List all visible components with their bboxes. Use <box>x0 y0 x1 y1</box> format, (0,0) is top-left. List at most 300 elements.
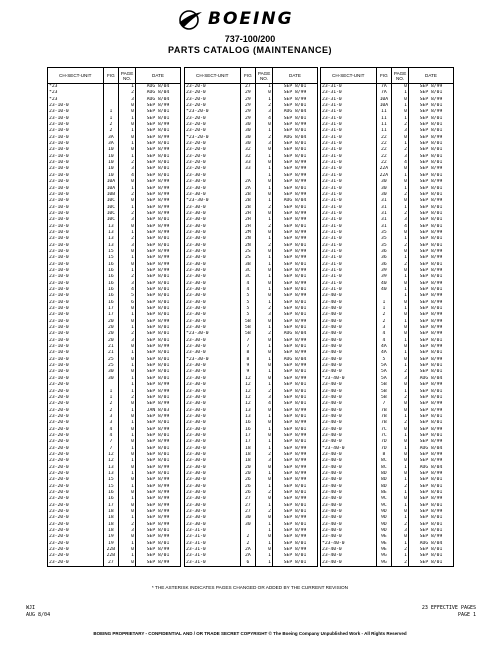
cell-date: SEP 8/01 <box>272 344 317 350</box>
cell-page-no: 0 <box>256 465 273 471</box>
cell-fig: 2N <box>240 243 256 249</box>
cell-ch-sect-unit: 23-30-0 <box>185 389 241 395</box>
cell-fig: 40 <box>376 281 392 287</box>
cell-ch-sect-unit: 23-30-0 <box>185 306 241 312</box>
cell-date: SEP 8/99 <box>408 135 453 141</box>
cell-ch-sect-unit: 23-30-0 <box>185 490 241 496</box>
cell-page-no: 0 <box>392 300 409 306</box>
cell-ch-sect-unit: 23-20-0 <box>185 147 241 153</box>
cell-ch-sect-unit: 23-30-0 <box>185 395 241 401</box>
cell-date: SEP 8/01 <box>135 369 180 375</box>
cell-page-no: 1 <box>256 503 273 509</box>
cell-ch-sect-unit: 23-30-0 <box>185 186 241 192</box>
cell-page-no: 1 <box>392 541 409 547</box>
cell-fig: 3 <box>376 325 392 331</box>
cell-page-no: 1 <box>392 350 409 356</box>
cell-date: SEP 8/99 <box>135 147 180 153</box>
cell-fig: 1 <box>376 306 392 312</box>
cell-fig: 15 <box>103 484 119 490</box>
cell-fig: 16 <box>240 427 256 433</box>
cell-fig: 32 <box>240 154 256 160</box>
cell-page-no: 1 <box>392 205 409 211</box>
cell-page-no: 0 <box>256 122 273 128</box>
cell-date: SEP 8/01 <box>408 515 453 521</box>
cell-fig: 2 <box>103 401 119 407</box>
cell-date: SEP 8/01 <box>408 528 453 534</box>
cell-ch-sect-unit: 23-31-0 <box>185 553 241 559</box>
cell-fig: 11 <box>376 116 392 122</box>
cell-date: SEP 8/01 <box>408 306 453 312</box>
cell-fig: 22B <box>103 553 119 559</box>
cell-fig: 22 <box>376 141 392 147</box>
cell-page-no: 1 <box>256 414 273 420</box>
cell-page-no: 0 <box>256 249 273 255</box>
cell-fig: 36 <box>376 262 392 268</box>
cell-date: SEP 8/01 <box>135 116 180 122</box>
cell-ch-sect-unit: 23-40-0 <box>321 503 377 509</box>
cell-ch-sect-unit: 23-10-0 <box>48 243 104 249</box>
cell-date: SEP 8/99 <box>408 357 453 363</box>
cell-date: SEP 8/99 <box>272 420 317 426</box>
cell-ch-sect-unit: 23-40-0 <box>321 357 377 363</box>
cell-date: AUG 8/04 <box>272 135 317 141</box>
cell-fig: 8C <box>376 458 392 464</box>
cell-page-no: 0 <box>119 490 136 496</box>
cell-fig: 8 <box>376 452 392 458</box>
cell-page-no: 0 <box>119 122 136 128</box>
cell-page-no: 2 <box>256 135 273 141</box>
cell-date: AUG 8/04 <box>272 198 317 204</box>
cell-page-no: 0 <box>392 401 409 407</box>
cell-ch-sect-unit: 23-10-0 <box>48 293 104 299</box>
cell-date: SEP 8/99 <box>135 490 180 496</box>
cell-ch-sect-unit: 23-30-0 <box>185 408 241 414</box>
cell-ch-sect-unit: 23-40-0 <box>321 401 377 407</box>
cell-ch-sect-unit: 23-10-0 <box>48 255 104 261</box>
cell-ch-sect-unit: 23-10-0 <box>48 344 104 350</box>
cell-ch-sect-unit: 23-30-0 <box>185 503 241 509</box>
cell-page-no: 2 <box>392 420 409 426</box>
cell-date: SEP 8/99 <box>272 528 317 534</box>
cell-page-no: 2 <box>256 205 273 211</box>
cell-fig: 3A <box>103 135 119 141</box>
cell-page-no: 1 <box>119 553 136 559</box>
cell-ch-sect-unit: 23-40-0 <box>321 528 377 534</box>
cell-page-no: 1 <box>119 350 136 356</box>
cell-date: SEP 8/01 <box>272 147 317 153</box>
cell-date: SEP 8/01 <box>272 274 317 280</box>
cell-date: SEP 8/99 <box>135 509 180 515</box>
cell-date: SEP 8/01 <box>408 122 453 128</box>
cell-page-no: 1 <box>119 471 136 477</box>
cell-page-no: 1 <box>119 186 136 192</box>
cell-fig: 13 <box>103 465 119 471</box>
cell-ch-sect-unit: 23-31-0 <box>321 173 377 179</box>
cell-date: SEP 8/99 <box>135 465 180 471</box>
cell-date: SEP 8/99 <box>135 401 180 407</box>
cell-page-no: 0 <box>256 147 273 153</box>
cell-ch-sect-unit: 23-10-0 <box>48 300 104 306</box>
cell-fig: 9D <box>376 509 392 515</box>
cell-fig: 16 <box>103 281 119 287</box>
cell-page-no: 0 <box>119 414 136 420</box>
cell-page-no: 2 <box>119 274 136 280</box>
cell-date: SEP 8/99 <box>135 103 180 109</box>
footer-left <box>26 605 50 619</box>
cell-ch-sect-unit: 23-20-0 <box>48 534 104 540</box>
cell-date: SEP 8/99 <box>135 439 180 445</box>
cell-ch-sect-unit: 23-40-0 <box>321 363 377 369</box>
cell-ch-sect-unit: 23-40-0 <box>321 484 377 490</box>
cell-ch-sect-unit: 23-40-0 <box>321 471 377 477</box>
cell-date: SEP 8/01 <box>272 490 317 496</box>
cell-ch-sect-unit: 23-40-0 <box>321 319 377 325</box>
cell-fig: 15 <box>103 477 119 483</box>
cell-fig: 4 <box>376 338 392 344</box>
cell-ch-sect-unit: 23-31-0 <box>321 135 377 141</box>
cell-ch-sect-unit: 23-30-0 <box>185 236 241 242</box>
cell-fig: 22 <box>376 160 392 166</box>
cell-fig: 25 <box>103 357 119 363</box>
cell-ch-sect-unit: 23-20-0 <box>48 471 104 477</box>
cell-fig: 4A <box>376 344 392 350</box>
cell-ch-sect-unit: 23-30-0 <box>185 414 241 420</box>
cell-page-no: 0 <box>119 224 136 230</box>
table-row <box>185 560 318 567</box>
cell-page-no: 0 <box>256 192 273 198</box>
cell-date: SEP 8/01 <box>408 173 453 179</box>
cell-fig: 2H <box>240 224 256 230</box>
cell-ch-sect-unit: 23-10-0 <box>48 236 104 242</box>
cell-date: SEP 8/99 <box>408 109 453 115</box>
cell-ch-sect-unit: 23-31-0 <box>321 281 377 287</box>
cell-ch-sect-unit: 23-40-0 <box>321 312 377 318</box>
cell-ch-sect-unit: 23-10-0 <box>48 186 104 192</box>
cell-fig: 27 <box>240 84 256 91</box>
cell-page-no: 1 <box>392 490 409 496</box>
cell-ch-sect-unit: 23-30-0 <box>185 173 241 179</box>
cell-ch-sect-unit: 23-40-0 <box>321 420 377 426</box>
cell-ch-sect-unit: 23-20-0 <box>48 414 104 420</box>
cell-date: SEP 8/99 <box>272 408 317 414</box>
cell-date: SEP 8/99 <box>135 382 180 388</box>
cell-fig: 13 <box>103 471 119 477</box>
cell-date: SEP 8/01 <box>135 287 180 293</box>
cell-fig: 4 <box>240 281 256 287</box>
cell-page-no: 1 <box>392 274 409 280</box>
cell-fig: 20 <box>240 471 256 477</box>
cell-fig: 5B <box>240 319 256 325</box>
cell-fig: 27 <box>240 503 256 509</box>
cell-ch-sect-unit: 23-40-0 <box>321 427 377 433</box>
table-row <box>48 84 181 91</box>
cell-page-no: 1 <box>392 287 409 293</box>
cell-ch-sect-unit: 23-30-0 <box>185 471 241 477</box>
cell-date: SEP 8/01 <box>135 376 180 382</box>
cell-ch-sect-unit: 23-20-0 <box>48 458 104 464</box>
cell-ch-sect-unit: 23-40-0 <box>321 338 377 344</box>
cell-fig: 9G <box>376 560 392 567</box>
cell-fig: 10C <box>103 217 119 223</box>
cell-date: SEP 8/99 <box>408 458 453 464</box>
cell-fig: 8 <box>240 357 256 363</box>
col-header-ch-sect-unit: CH-SECT-UNIT <box>321 68 377 84</box>
cell-page-no: 1 <box>392 433 409 439</box>
cell-fig: 20 <box>103 331 119 337</box>
cell-fig: 7D <box>376 446 392 452</box>
cell-fig: 9 <box>240 369 256 375</box>
cell-page-no: 0 <box>392 471 409 477</box>
cell-page-no: 1 <box>392 186 409 192</box>
cell-date: SEP 8/99 <box>272 515 317 521</box>
cell-page-no: 3 <box>119 217 136 223</box>
cell-date: SEP 8/99 <box>272 350 317 356</box>
cell-fig: 11 <box>376 122 392 128</box>
cell-date: SEP 8/99 <box>408 97 453 103</box>
cell-page-no: 1 <box>392 141 409 147</box>
cell-date: SEP 8/01 <box>135 458 180 464</box>
cell-ch-sect-unit: 23-30-0 <box>185 262 241 268</box>
cell-date: SEP 8/99 <box>408 408 453 414</box>
cell-date: SEP 8/01 <box>408 560 453 567</box>
cell-ch-sect-unit: 23-30-0 <box>185 446 241 452</box>
cell-ch-sect-unit: 23-20-0 <box>48 553 104 559</box>
cell-page-no: 0 <box>119 103 136 109</box>
cell-date: SEP 8/99 <box>272 173 317 179</box>
cell-ch-sect-unit: 23-31-0 <box>321 224 377 230</box>
cell-page-no: 3 <box>256 312 273 318</box>
cell-ch-sect-unit: 23-10-0 <box>48 274 104 280</box>
cell-fig: 10C <box>103 198 119 204</box>
cell-page-no: 3 <box>119 97 136 103</box>
cell-ch-sect-unit: 23-31-0 <box>321 249 377 255</box>
cell-page-no: 1 <box>256 369 273 375</box>
cell-page-no: 0 <box>392 135 409 141</box>
cell-ch-sect-unit: 23-31-0 <box>321 236 377 242</box>
cell-fig: 12 <box>103 452 119 458</box>
cell-fig: 10 <box>103 160 119 166</box>
cell-page-no: 1 <box>119 446 136 452</box>
cell-date: SEP 8/01 <box>135 281 180 287</box>
cell-ch-sect-unit: 23-20-0 <box>48 427 104 433</box>
cell-date: SEP 8/99 <box>135 389 180 395</box>
cell-fig: 25 <box>103 363 119 369</box>
cell-ch-sect-unit: 23-40-0 <box>321 496 377 502</box>
cell-date: AUG 8/04 <box>135 90 180 96</box>
cell-fig: 9E <box>376 541 392 547</box>
cell-date: SEP 8/01 <box>408 116 453 122</box>
cell-ch-sect-unit: 23-20-0 <box>185 160 241 166</box>
cell-date: SEP 8/01 <box>408 103 453 109</box>
cell-fig: 39 <box>376 268 392 274</box>
cell-date: SEP 8/99 <box>408 255 453 261</box>
cell-page-no: 2 <box>392 395 409 401</box>
cell-page-no: 0 <box>392 427 409 433</box>
cell-page-no: 0 <box>256 534 273 540</box>
cell-ch-sect-unit: 23-20-0 <box>48 389 104 395</box>
cell-page-no: 1 <box>392 255 409 261</box>
cell-date: SEP 8/99 <box>272 249 317 255</box>
cell-date: SEP 8/01 <box>272 186 317 192</box>
cell-page-no: 0 <box>392 452 409 458</box>
cell-fig: 17 <box>103 312 119 318</box>
cell-ch-sect-unit: 23-40-0 <box>321 477 377 483</box>
cell-fig: 20 <box>103 338 119 344</box>
cell-fig: 30 <box>376 186 392 192</box>
cell-ch-sect-unit: 23-20-0 <box>185 166 241 172</box>
cell-date: SEP 8/99 <box>135 179 180 185</box>
cell-page-no: 3 <box>392 154 409 160</box>
cell-ch-sect-unit: 23-10-0 <box>48 249 104 255</box>
cell-fig: 19 <box>103 534 119 540</box>
cell-date: SEP 8/01 <box>408 477 453 483</box>
cell-date: SEP 8/99 <box>135 344 180 350</box>
cell-ch-sect-unit: 23-10-0 <box>48 128 104 134</box>
cell-ch-sect-unit: 23-40-0 <box>321 344 377 350</box>
cell-fig: 5B <box>376 395 392 401</box>
cell-date: SEP 8/99 <box>135 522 180 528</box>
cell-fig: 7B <box>376 414 392 420</box>
cell-fig: 2 <box>103 122 119 128</box>
cell-date: SEP 8/99 <box>272 97 317 103</box>
cell-date: SEP 8/01 <box>408 363 453 369</box>
cell-page-no: 1 <box>392 414 409 420</box>
cell-ch-sect-unit: 23-10-0 <box>48 122 104 128</box>
cell-page-no: 0 <box>256 230 273 236</box>
cell-page-no: 1 <box>256 262 273 268</box>
cell-ch-sect-unit: 23-20-0 <box>185 90 241 96</box>
cell-page-no: 3 <box>119 528 136 534</box>
cell-ch-sect-unit: *23-20-0 <box>185 109 241 115</box>
cell-ch-sect-unit: 23-10-0 <box>48 376 104 382</box>
cell-date: SEP 8/99 <box>135 560 180 567</box>
cell-page-no: 0 <box>119 369 136 375</box>
cell-fig: 5B <box>376 382 392 388</box>
cell-fig: 2A <box>240 553 256 559</box>
cell-page-no: 0 <box>119 465 136 471</box>
cell-fig: 5 <box>376 357 392 363</box>
cell-date: AUG 8/04 <box>272 357 317 363</box>
cell-ch-sect-unit: 23-30-0 <box>185 217 241 223</box>
cell-date: SEP 8/01 <box>272 312 317 318</box>
cell-date: JAN 8/03 <box>135 408 180 414</box>
cell-page-no: 0 <box>392 179 409 185</box>
cell-fig: 6 <box>240 560 256 567</box>
cell-ch-sect-unit: *23-30-0 <box>185 357 241 363</box>
cell-ch-sect-unit: 23-31-0 <box>321 192 377 198</box>
cell-ch-sect-unit: 23-20-0 <box>185 141 241 147</box>
cell-page-no: 2 <box>392 192 409 198</box>
cell-date: SEP 8/01 <box>408 522 453 528</box>
aircraft-model: 737-100/200 <box>224 34 276 44</box>
cell-fig: 35 <box>376 230 392 236</box>
cell-ch-sect-unit: *23-40-0 <box>321 541 377 547</box>
table-row <box>48 186 181 192</box>
cell-ch-sect-unit: 23-40-0 <box>321 382 377 388</box>
loep-table-2 <box>184 67 318 567</box>
cell-page-no: 0 <box>256 268 273 274</box>
cell-page-no: 4 <box>119 173 136 179</box>
cell-date: SEP 8/99 <box>135 135 180 141</box>
cell-date: SEP 8/99 <box>272 376 317 382</box>
cell-fig: 18 <box>103 528 119 534</box>
cell-date: SEP 8/01 <box>135 109 180 115</box>
cell-page-no: 0 <box>119 262 136 268</box>
cell-date: SEP 8/99 <box>408 401 453 407</box>
cell-date: SEP 8/99 <box>135 224 180 230</box>
cell-page-no: 1 <box>119 420 136 426</box>
cell-ch-sect-unit: 23-40-0 <box>321 547 377 553</box>
cell-page-no: 3 <box>392 376 409 382</box>
cell-page-no: 2 <box>256 103 273 109</box>
cell-page-no: 4 <box>256 401 273 407</box>
cell-page-no: 1 <box>119 484 136 490</box>
cell-date: SEP 8/01 <box>408 547 453 553</box>
cell-date: SEP 8/01 <box>272 224 317 230</box>
col-header-page-no: PAGE NO. <box>392 68 409 84</box>
cell-ch-sect-unit: 23-20-0 <box>48 477 104 483</box>
cell-ch-sect-unit: 23-31-0 <box>321 198 377 204</box>
cell-ch-sect-unit: *23 <box>48 84 104 91</box>
cell-date: SEP 8/01 <box>408 484 453 490</box>
cell-page-no: 1 <box>392 116 409 122</box>
cell-page-no: 0 <box>119 319 136 325</box>
cell-ch-sect-unit: 23-40-0 <box>321 300 377 306</box>
cell-page-no: 0 <box>119 306 136 312</box>
cell-ch-sect-unit: 23-31-0 <box>321 186 377 192</box>
cell-ch-sect-unit: 23-31-0 <box>185 541 241 547</box>
cell-ch-sect-unit: 23-10-0 <box>48 205 104 211</box>
cell-ch-sect-unit: 23-20-0 <box>185 97 241 103</box>
cell-page-no: 0 <box>119 249 136 255</box>
cell-date: SEP 8/99 <box>135 230 180 236</box>
cell-fig: 11 <box>376 128 392 134</box>
cell-page-no: 1 <box>392 389 409 395</box>
cell-page-no: 0 <box>392 268 409 274</box>
cell-fig: 12 <box>240 382 256 388</box>
col-header-ch-sect-unit: CH-SECT-UNIT <box>185 68 241 84</box>
cell-fig: 20 <box>240 465 256 471</box>
cell-fig: 12 <box>103 458 119 464</box>
cell-date: SEP 8/99 <box>408 293 453 299</box>
cell-ch-sect-unit: 23-10-0 <box>48 230 104 236</box>
cell-fig: 31 <box>376 211 392 217</box>
cell-fig: 2 <box>240 541 256 547</box>
cell-fig: 27 <box>240 509 256 515</box>
cell-page-no: 1 <box>256 344 273 350</box>
cell-ch-sect-unit: 23-20-0 <box>48 560 104 567</box>
cell-ch-sect-unit: 23-20-0 <box>48 439 104 445</box>
cell-date: SEP 8/01 <box>408 211 453 217</box>
cell-ch-sect-unit: 23-30-0 <box>185 192 241 198</box>
cell-fig: 7D <box>376 439 392 445</box>
cell-page-no: 0 <box>256 338 273 344</box>
cell-fig: 2B <box>240 205 256 211</box>
cell-date: SEP 8/99 <box>135 547 180 553</box>
table-row <box>321 84 454 91</box>
cell-page-no: 1 <box>119 382 136 388</box>
cell-date: SEP 8/99 <box>272 179 317 185</box>
cell-page-no: 1 <box>119 268 136 274</box>
cell-ch-sect-unit: 23-31-0 <box>321 262 377 268</box>
cell-ch-sect-unit: *23-40-0 <box>321 446 377 452</box>
cell-date: SEP 8/01 <box>135 363 180 369</box>
cell-fig: 3C <box>240 268 256 274</box>
cell-ch-sect-unit: 23-20-0 <box>185 128 241 134</box>
cell-date: SEP 8/99 <box>408 496 453 502</box>
cell-date: SEP 8/01 <box>272 262 317 268</box>
cell-ch-sect-unit: 23-30-0 <box>185 338 241 344</box>
